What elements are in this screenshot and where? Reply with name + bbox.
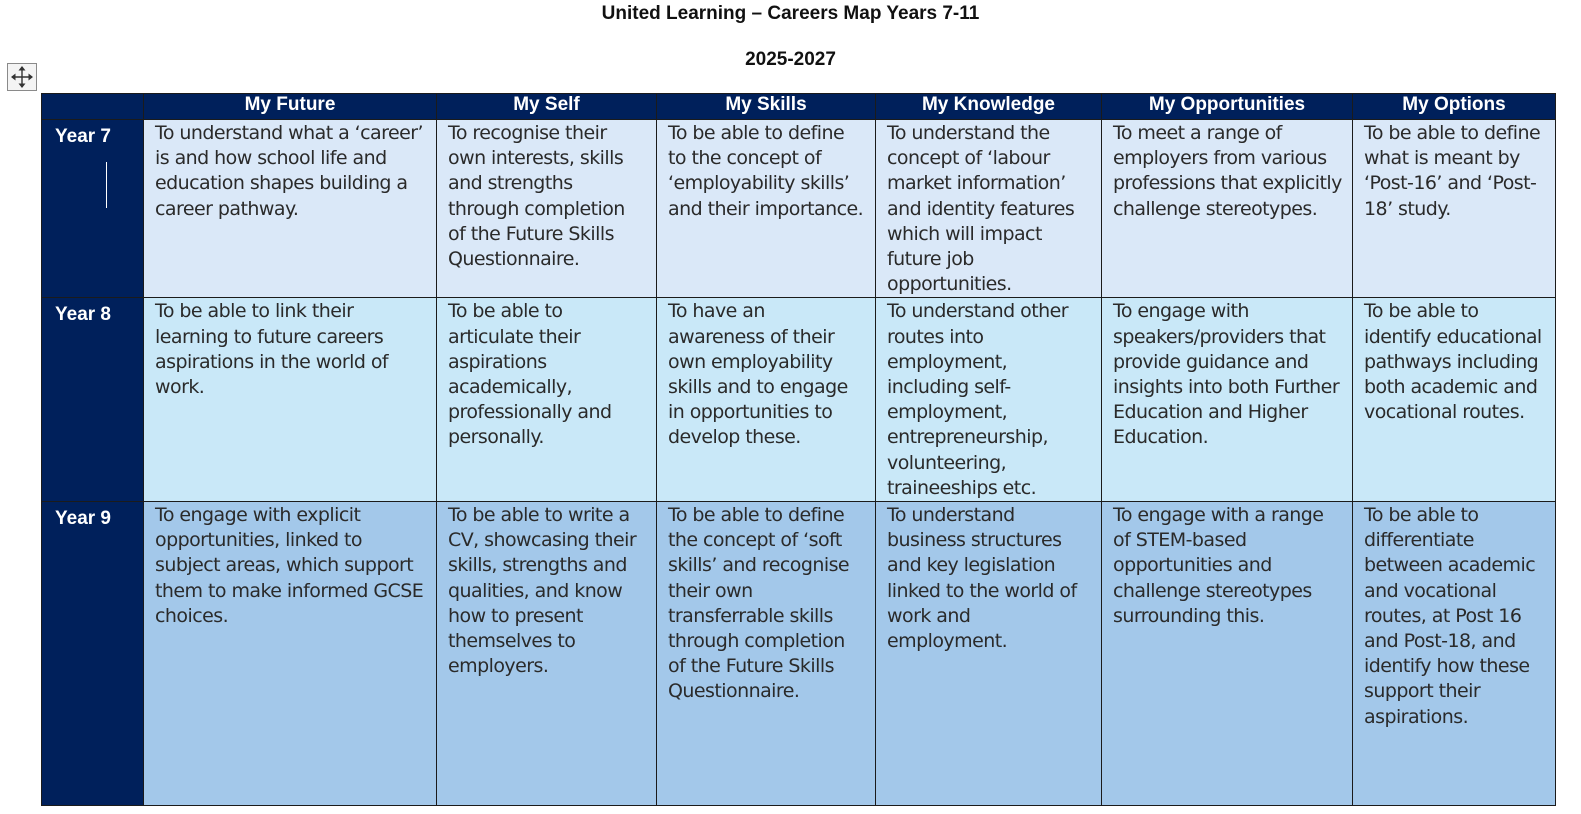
header-corner xyxy=(42,94,144,120)
header-my-knowledge: My Knowledge xyxy=(876,94,1102,120)
table-cell[interactable]: To meet a range of employers from various professions that explicitly challenge stereotypes. xyxy=(1102,120,1353,298)
careers-map-table xyxy=(41,93,1556,806)
table-cell[interactable]: To be able to define to the concept of ‘employability skills’ and their importance. xyxy=(657,120,876,298)
text-cursor xyxy=(106,162,107,208)
table-cell[interactable]: To be able to define the concept of ‘soft skills’ and recognise their own transferrable skills through completion of the Future Skills Questionnaire. xyxy=(657,502,876,806)
table-cell[interactable]: To be able to define what is meant by ‘Post-16’ and ‘Post-18’ study. xyxy=(1353,120,1556,298)
table-cell[interactable]: To understand what a ‘career’ is and how school life and education shapes building a career pathway. xyxy=(144,120,437,298)
row-label-year-8: Year 8 xyxy=(42,298,144,502)
table-cell[interactable]: To be able to write a CV, showcasing their skills, strengths and qualities, and know how to present themselves to employers. xyxy=(437,502,657,806)
table-move-handle[interactable] xyxy=(7,63,37,91)
table-cell[interactable]: To be able to differentiate between academic and vocational routes, at Post 16 and Post-18, and identify how these support their aspirations. xyxy=(1353,502,1556,806)
table-cell[interactable]: To engage with explicit opportunities, linked to subject areas, which support them to make informed GCSE choices. xyxy=(144,502,437,806)
table-cell[interactable]: To be able to link their learning to future careers aspirations in the world of work. xyxy=(144,298,437,502)
table-cell[interactable]: To be able to identify educational pathways including both academic and vocational routes. xyxy=(1353,298,1556,502)
table-cell[interactable]: To be able to articulate their aspirations academically, professionally and personally. xyxy=(437,298,657,502)
document-subtitle: 2025-2027 xyxy=(745,49,836,70)
document-title: United Learning – Careers Map Years 7-11 xyxy=(601,3,980,24)
table-cell[interactable]: To have an awareness of their own employability skills and to engage in opportunities to develop these. xyxy=(657,298,876,502)
header-my-self: My Self xyxy=(437,94,657,120)
table-cell[interactable]: To engage with speakers/providers that provide guidance and insights into both Further Education and Higher Education. xyxy=(1102,298,1353,502)
table-cell[interactable]: To understand the concept of ‘labour market information’ and identity features which will impact future job opportunities. xyxy=(876,120,1102,298)
header-my-options: My Options xyxy=(1353,94,1556,120)
row-label-year-9: Year 9 xyxy=(42,502,144,806)
header-my-future: My Future xyxy=(144,94,437,120)
table-cell[interactable]: To recognise their own interests, skills and strengths through completion of the Future Skills Questionnaire. xyxy=(437,120,657,298)
table-cell[interactable]: To engage with a range of STEM-based opportunities and challenge stereotypes surrounding this. xyxy=(1102,502,1353,806)
header-row xyxy=(42,94,1556,120)
table-cell[interactable]: To understand business structures and key legislation linked to the world of work and employment. xyxy=(876,502,1102,806)
four-arrow-move-icon xyxy=(10,65,34,89)
row-label-year-7: Year 7 xyxy=(42,120,144,298)
table-cell[interactable]: To understand other routes into employment, including self-employment, entrepreneurship, volunteering, traineeships etc. xyxy=(876,298,1102,502)
table-row-year-9 xyxy=(42,502,1556,806)
header-my-skills: My Skills xyxy=(657,94,876,120)
table-row-year-8 xyxy=(42,298,1556,502)
table-row-year-7 xyxy=(42,120,1556,298)
header-my-opportunities: My Opportunities xyxy=(1102,94,1353,120)
